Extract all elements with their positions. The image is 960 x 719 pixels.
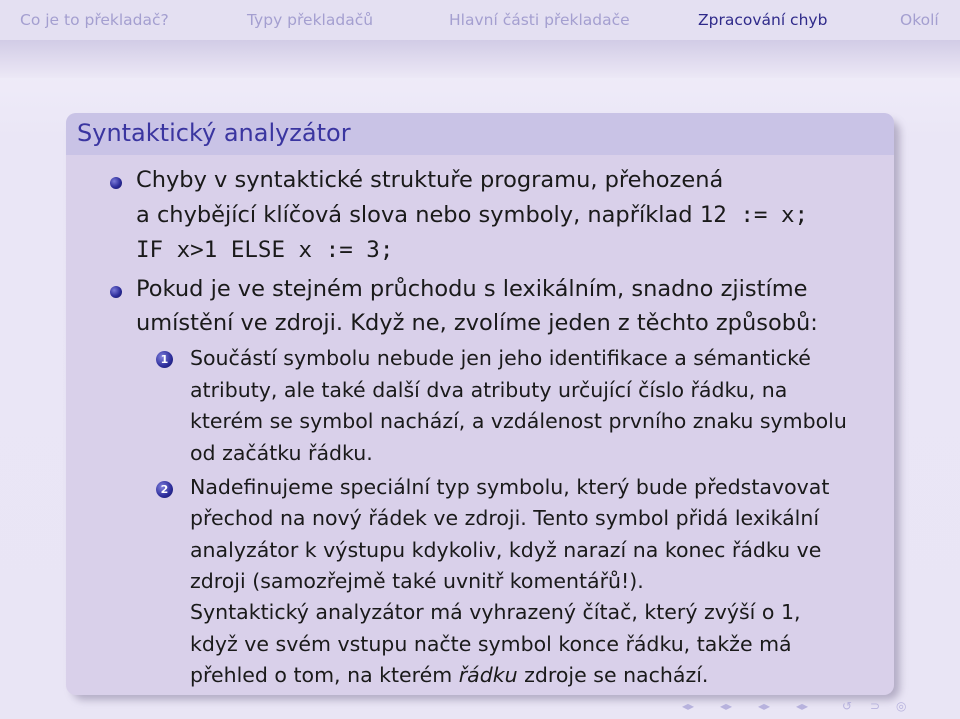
beamer-navigation-symbols bbox=[682, 695, 960, 719]
sub2-line: zdroji (samozřejmě také uvnitř komentářů!). bbox=[190, 569, 644, 593]
item1-line2 bbox=[136, 202, 808, 228]
item2-line2: umístění ve zdroji. Když ne, zvolíme jeden z těchto způsobů: bbox=[136, 310, 818, 336]
content-block bbox=[66, 113, 894, 695]
item1-line2-text: a chybějící klíčová slova nebo symboly, například bbox=[136, 202, 700, 228]
sub2-line: Nadefinujeme speciální typ symbolu, který bude představovat bbox=[190, 475, 830, 499]
bullet-icon bbox=[110, 177, 122, 189]
nav-search-icon[interactable]: ⊃ bbox=[870, 699, 881, 713]
nav-prev-subsection-icon[interactable]: ◂▸ bbox=[720, 699, 733, 713]
nav-item-zpracovani-chyb[interactable]: Zpracování chyb bbox=[698, 11, 828, 29]
block-header bbox=[66, 113, 894, 155]
nav-slide-icon[interactable]: ◂▸ bbox=[796, 699, 809, 713]
item1-line3-code: IF x>1 ELSE x := 3; bbox=[136, 237, 394, 263]
nav-subsection-strip bbox=[0, 40, 960, 78]
nav-item-typy-prekladacu[interactable]: Typy překladačů bbox=[247, 11, 374, 29]
number-2-icon: 2 bbox=[156, 481, 173, 498]
bullet-icon bbox=[110, 286, 122, 298]
sub2-last-italic: řádku bbox=[458, 663, 518, 687]
sub2-last-before: přehled o tom, na kterém bbox=[190, 663, 459, 687]
nav-prev-frame-icon[interactable]: ◂▸ bbox=[682, 699, 695, 713]
nav-back-icon[interactable]: ↺ bbox=[842, 699, 853, 713]
sub2-line: přechod na nový řádek ve zdroji. Tento symbol přidá lexikální bbox=[190, 506, 820, 530]
sub2-line: Syntaktický analyzátor má vyhrazený čítač, který zvýší o 1, bbox=[190, 600, 801, 624]
nav-item-co-je-to-prekladac[interactable]: Co je to překladač? bbox=[20, 11, 169, 29]
sub2-last-line bbox=[190, 663, 708, 687]
item1-line2-code: 12 := x; bbox=[699, 202, 809, 228]
nav-item-okoli[interactable]: Okolí bbox=[900, 11, 939, 29]
item1-line1: Chyby v syntaktické struktuře programu, přehozená bbox=[136, 167, 724, 193]
sub2-last-after: zdroje se nachází. bbox=[517, 663, 709, 687]
block-title: Syntaktický analyzátor bbox=[77, 119, 351, 147]
nav-zoom-icon[interactable]: ◎ bbox=[896, 699, 907, 713]
sub1-line: Součástí symbolu nebude jen jeho identifikace a sémantické bbox=[190, 346, 811, 370]
item2-line1: Pokud je ve stejném průchodu s lexikálním, snadno zjistíme bbox=[136, 276, 808, 302]
sub1-line: atributy, ale také další dva atributy určující číslo řádku, na bbox=[190, 378, 788, 402]
nav-item-hlavni-casti-prekladace[interactable]: Hlavní části překladače bbox=[449, 11, 630, 29]
nav-prev-section-icon[interactable]: ◂▸ bbox=[758, 699, 771, 713]
sub1-line: kterém se symbol nachází, a vzdálenost prvního znaku symbolu bbox=[190, 409, 847, 433]
sub1-line: od začátku řádku. bbox=[190, 441, 373, 465]
section-navigation-bar bbox=[0, 0, 960, 40]
sub2-line: analyzátor k výstupu kdykoliv, když narazí na konec řádku ve bbox=[190, 538, 822, 562]
sub2-line: když ve svém vstupu načte symbol konce řádku, takže má bbox=[190, 632, 792, 656]
number-1-icon: 1 bbox=[156, 351, 173, 368]
